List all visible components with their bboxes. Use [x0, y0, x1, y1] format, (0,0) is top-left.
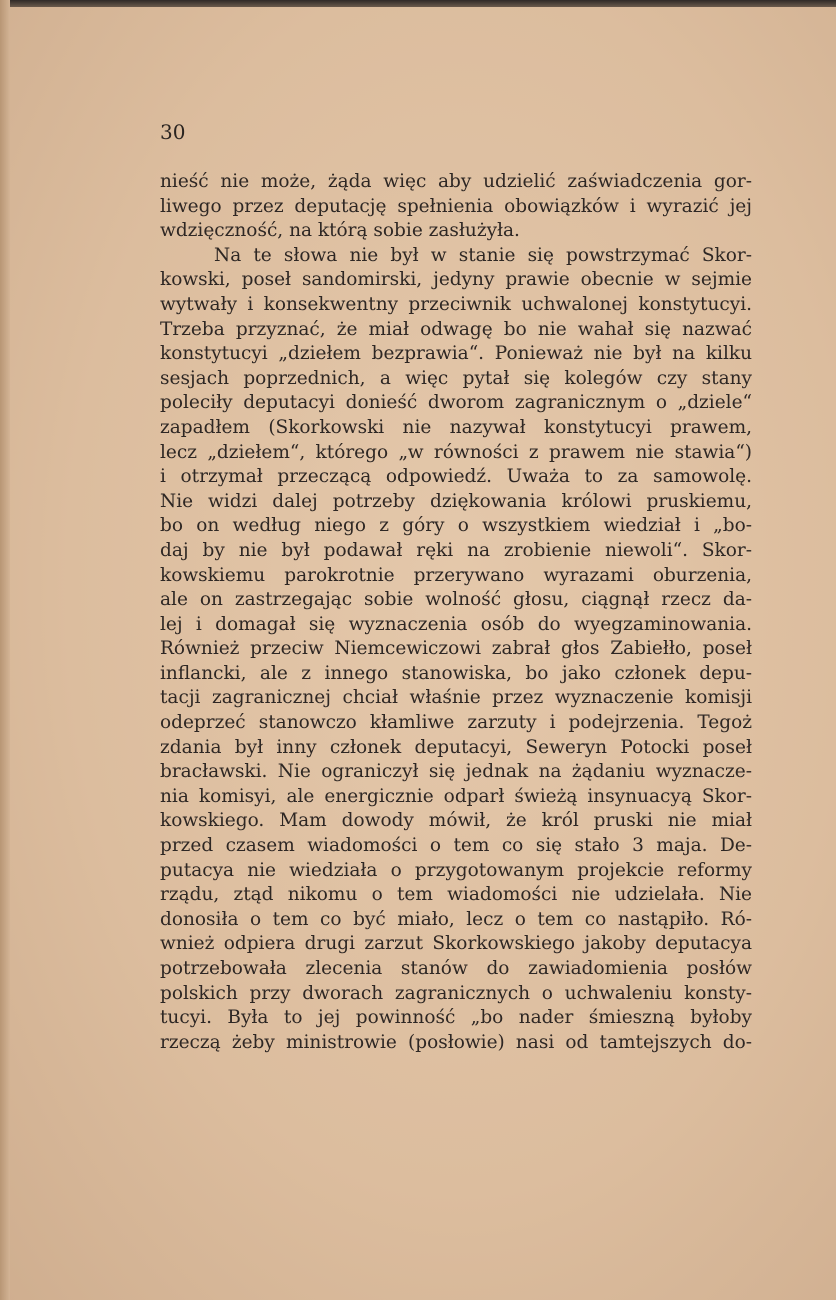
page-top-edge [10, 0, 836, 7]
text-line: tacji zagranicznej chciał właśnie przez wyznaczenie komisji [160, 687, 752, 709]
text-line: nieść nie może, żąda więc aby udzielić zaświadczenia gor- [160, 171, 752, 192]
text-line: wytwały i konsekwentny przeciwnik uchwalonej konstytucyi. [160, 293, 752, 315]
body-text [160, 170, 752, 1055]
text-line: lecz „dziełem“, którego „w równości z prawem nie stawia“) [160, 441, 752, 463]
text-line: Trzeba przyznać, że miał odwagę bo nie wahał się nazwać [160, 318, 752, 340]
text-line: lej i domagał się wyznaczenia osób do wyegzaminowania. [160, 613, 752, 635]
text-line: liwego przez deputację spełnienia obowiązków i wyrazić jej [160, 195, 752, 217]
text-line: kowskiego. Mam dowody mówił, że król pruski nie miał [160, 810, 752, 832]
text-line: nia komisyi, ale energicznie odparł świeżą insynuacyą Skor- [160, 785, 752, 807]
text-line: konstytucyi „dziełem bezprawia“. Ponieważ nie był na kilku [160, 343, 752, 365]
text-line: Również przeciw Niemcewiczowi zabrał głos Zabiełło, poseł [160, 638, 752, 660]
text-line: przed czasem wiadomości o tem co się stało 3 maja. De- [160, 835, 752, 857]
text-line: donosiła o tem co być miało, lecz o tem co nastąpiło. Ró- [160, 908, 752, 930]
text-line: sesjach poprzednich, a więc pytał się kolegów czy stany [160, 367, 752, 389]
page-left-edge [0, 0, 10, 1300]
text-line: odeprzeć stanowczo kłamliwe zarzuty i podejrzenia. Tegoż [160, 712, 752, 734]
text-line: daj by nie był podawał ręki na zrobienie niewoli“. Skor- [160, 539, 752, 561]
text-line: ale on zastrzegając sobie wolność głosu, ciągnął rzecz da- [160, 589, 752, 611]
text-line: bracławski. Nie ograniczył się jednak na żądaniu wyznacze- [160, 761, 752, 783]
text-line: Na te słowa nie był w stanie się powstrzymać Skor- [214, 244, 752, 266]
text-line: putacya nie wiedziała o przygotowanym projekcie reformy [160, 859, 752, 881]
text-line: Nie widzi dalej potrzeby dziękowania królowi pruskiemu, [160, 490, 752, 512]
text-line: wnież odpiera drugi zarzut Skorkowskiego jakoby deputacya [160, 933, 752, 955]
text-line: rzeczą żeby ministrowie (posłowie) nasi od tamtejszych do- [160, 1031, 752, 1053]
text-line: zdania był inny członek deputacyi, Seweryn Potocki poseł [160, 736, 752, 758]
text-line: i otrzymał przeczącą odpowiedź. Uważa to za samowolę. [160, 466, 752, 488]
text-line: bo on według niego z góry o wszystkiem wiedział i „bo- [160, 515, 752, 537]
text-line: kowski, poseł sandomirski, jedyny prawie obecnie w sejmie [160, 269, 752, 291]
text-line: poleciły deputacyi donieść dworom zagranicznym o „dziele“ [160, 392, 752, 414]
text-line: kowskiemu parokrotnie przerywano wyrazami oburzenia, [160, 564, 752, 586]
text-line: tucyi. Była to jej powinność „bo nader śmieszną byłoby [160, 1007, 752, 1029]
text-line: zapadłem (Skorkowski nie nazywał konstytucyi prawem, [160, 416, 752, 438]
text-line: inflancki, ale z innego stanowiska, bo jako członek depu- [160, 662, 752, 684]
text-line: polskich przy dworach zagranicznych o uchwaleniu konsty- [160, 982, 752, 1004]
text-line: rządu, ztąd nikomu o tem wiadomości nie udzielała. Nie [160, 884, 752, 906]
page-number: 30 [160, 120, 186, 144]
text-line: wdzięczność, na którą sobie zasłużyła. [160, 220, 520, 242]
text-line: potrzebowała zlecenia stanów do zawiadomienia posłów [160, 958, 752, 979]
